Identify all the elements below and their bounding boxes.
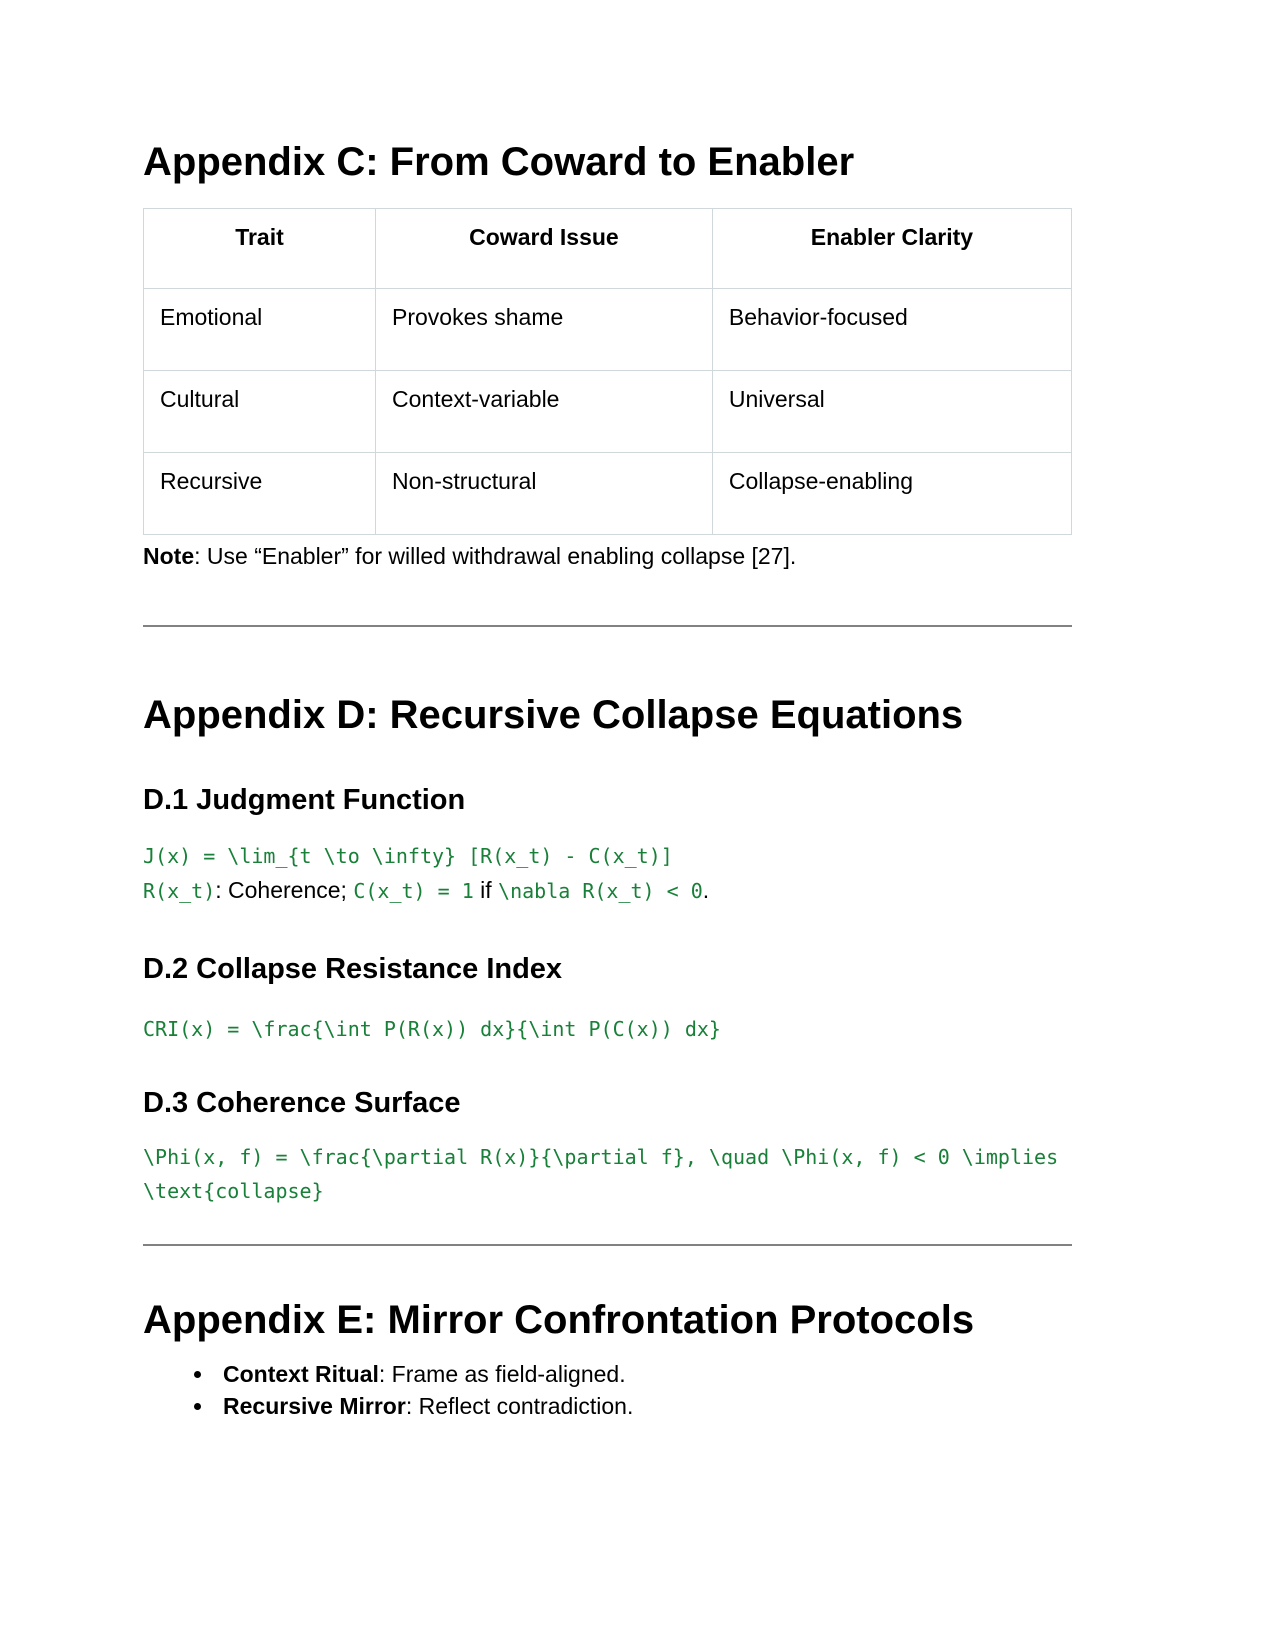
judgment-function-code (143, 839, 1072, 908)
note-text: : Use “Enabler” for willed withdrawal enabling collapse [27]. (194, 543, 797, 569)
inline-text: if (473, 877, 499, 903)
table-row (144, 371, 1072, 453)
table-cell: Behavior-focused (712, 289, 1071, 371)
code-line: \text{collapse} (143, 1179, 324, 1203)
section-heading-d2: D.2 Collapse Resistance Index (143, 953, 563, 985)
appendix-e-title: Appendix E: Mirror Confrontation Protocols (143, 1298, 975, 1342)
inline-code: R(x_t) (143, 879, 216, 903)
bullet-label: Recursive Mirror (223, 1393, 406, 1419)
code-line: CRI(x) = \frac{\int P(R(x)) dx}{\int P(C(x)) dx} (143, 1017, 721, 1041)
comparison-table-wrapper (143, 208, 1072, 535)
appendix-c-title: Appendix C: From Coward to Enabler (143, 140, 855, 184)
code-line: J(x) = \lim_{t \to \infty} [R(x_t) - C(x_t)] (143, 844, 673, 868)
table-cell: Collapse-enabling (712, 453, 1071, 535)
table-header-row (144, 209, 1072, 289)
column-header-coward-issue: Coward Issue (376, 209, 713, 289)
note-paragraph (143, 541, 1072, 571)
table-row (144, 453, 1072, 535)
coward-enabler-table (143, 208, 1072, 535)
list-item (215, 1358, 1072, 1390)
coherence-surface-code (143, 1140, 1072, 1208)
inline-text: : Coherence; (215, 877, 354, 903)
section-heading-d3: D.3 Coherence Surface (143, 1087, 461, 1119)
column-header-enabler-clarity: Enabler Clarity (712, 209, 1071, 289)
protocol-list (143, 1358, 1072, 1422)
code-line: \Phi(x, f) = \frac{\partial R(x)}{\partial f}, \quad \Phi(x, f) < 0 \implies (143, 1145, 1059, 1169)
code-annotation-line (143, 873, 1072, 908)
table-cell: Provokes shame (376, 289, 713, 371)
inline-text: . (702, 877, 710, 903)
inline-code: \nabla R(x_t) < 0 (498, 879, 703, 903)
section-divider (143, 1244, 1072, 1246)
section-heading-d1: D.1 Judgment Function (143, 784, 466, 816)
inline-code: C(x_t) = 1 (353, 879, 474, 903)
list-item (215, 1390, 1072, 1422)
column-header-trait: Trait (144, 209, 376, 289)
table-row (144, 289, 1072, 371)
section-divider (143, 625, 1072, 627)
table-cell: Context-variable (376, 371, 713, 453)
bullet-text: : Frame as field-aligned. (378, 1361, 626, 1387)
table-cell: Non-structural (376, 453, 713, 535)
bullet-text: : Reflect contradiction. (405, 1393, 634, 1419)
note-label: Note (143, 543, 195, 569)
table-cell: Cultural (144, 371, 376, 453)
table-cell: Universal (712, 371, 1071, 453)
table-cell: Emotional (144, 289, 376, 371)
appendix-d-title: Appendix D: Recursive Collapse Equations (143, 693, 964, 737)
bullet-label: Context Ritual (223, 1361, 379, 1387)
cri-equation-code (143, 1012, 1072, 1046)
table-cell: Recursive (144, 453, 376, 535)
